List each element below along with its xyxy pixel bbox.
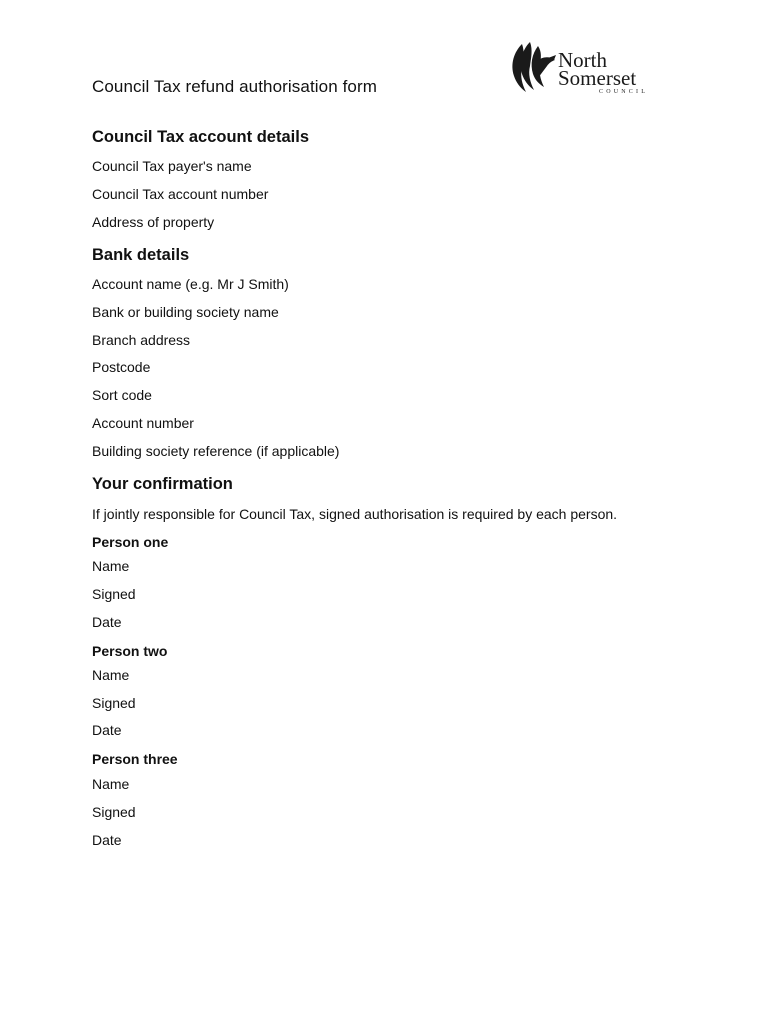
person-two-name-label: Name [92, 667, 130, 683]
field-label-property-address: Address of property [92, 214, 215, 230]
person-one-date-label: Date [92, 614, 122, 630]
account-details-heading: Council Tax account details [92, 128, 309, 146]
logo-line-3: COUNCIL [599, 89, 649, 95]
field-label-sort-code: Sort code [92, 387, 152, 403]
confirmation-heading: Your confirmation [92, 475, 233, 493]
field-label-bank-account-number: Account number [92, 415, 194, 431]
person-three-date-label: Date [92, 832, 122, 848]
confirmation-intro: If jointly responsible for Council Tax, signed authorisation is required by each person. [92, 506, 618, 522]
field-label-bank-name: Bank or building society name [92, 304, 279, 320]
field-label-building-society-reference: Building society reference (if applicable) [92, 443, 340, 459]
field-label-account-name: Account name (e.g. Mr J Smith) [92, 276, 289, 292]
council-logo [508, 40, 658, 100]
bank-details-heading: Bank details [92, 246, 190, 264]
person-three-heading: Person three [92, 751, 178, 767]
person-three-signed-label: Signed [92, 804, 136, 820]
person-one-heading: Person one [92, 534, 169, 550]
person-one-name-label: Name [92, 558, 130, 574]
field-label-account-number: Council Tax account number [92, 186, 269, 202]
page-title: Council Tax refund authorisation form [92, 77, 377, 96]
logo-line-1: North [558, 48, 607, 72]
swan-wings-icon [508, 40, 658, 100]
field-label-payer-name: Council Tax payer's name [92, 158, 252, 174]
field-label-postcode: Postcode [92, 359, 151, 375]
person-three-name-label: Name [92, 776, 130, 792]
person-two-date-label: Date [92, 722, 122, 738]
field-label-branch-address: Branch address [92, 332, 191, 348]
person-one-signed-label: Signed [92, 586, 136, 602]
logo-line-2: Somerset [558, 66, 637, 90]
person-two-signed-label: Signed [92, 695, 136, 711]
person-two-heading: Person two [92, 643, 168, 659]
